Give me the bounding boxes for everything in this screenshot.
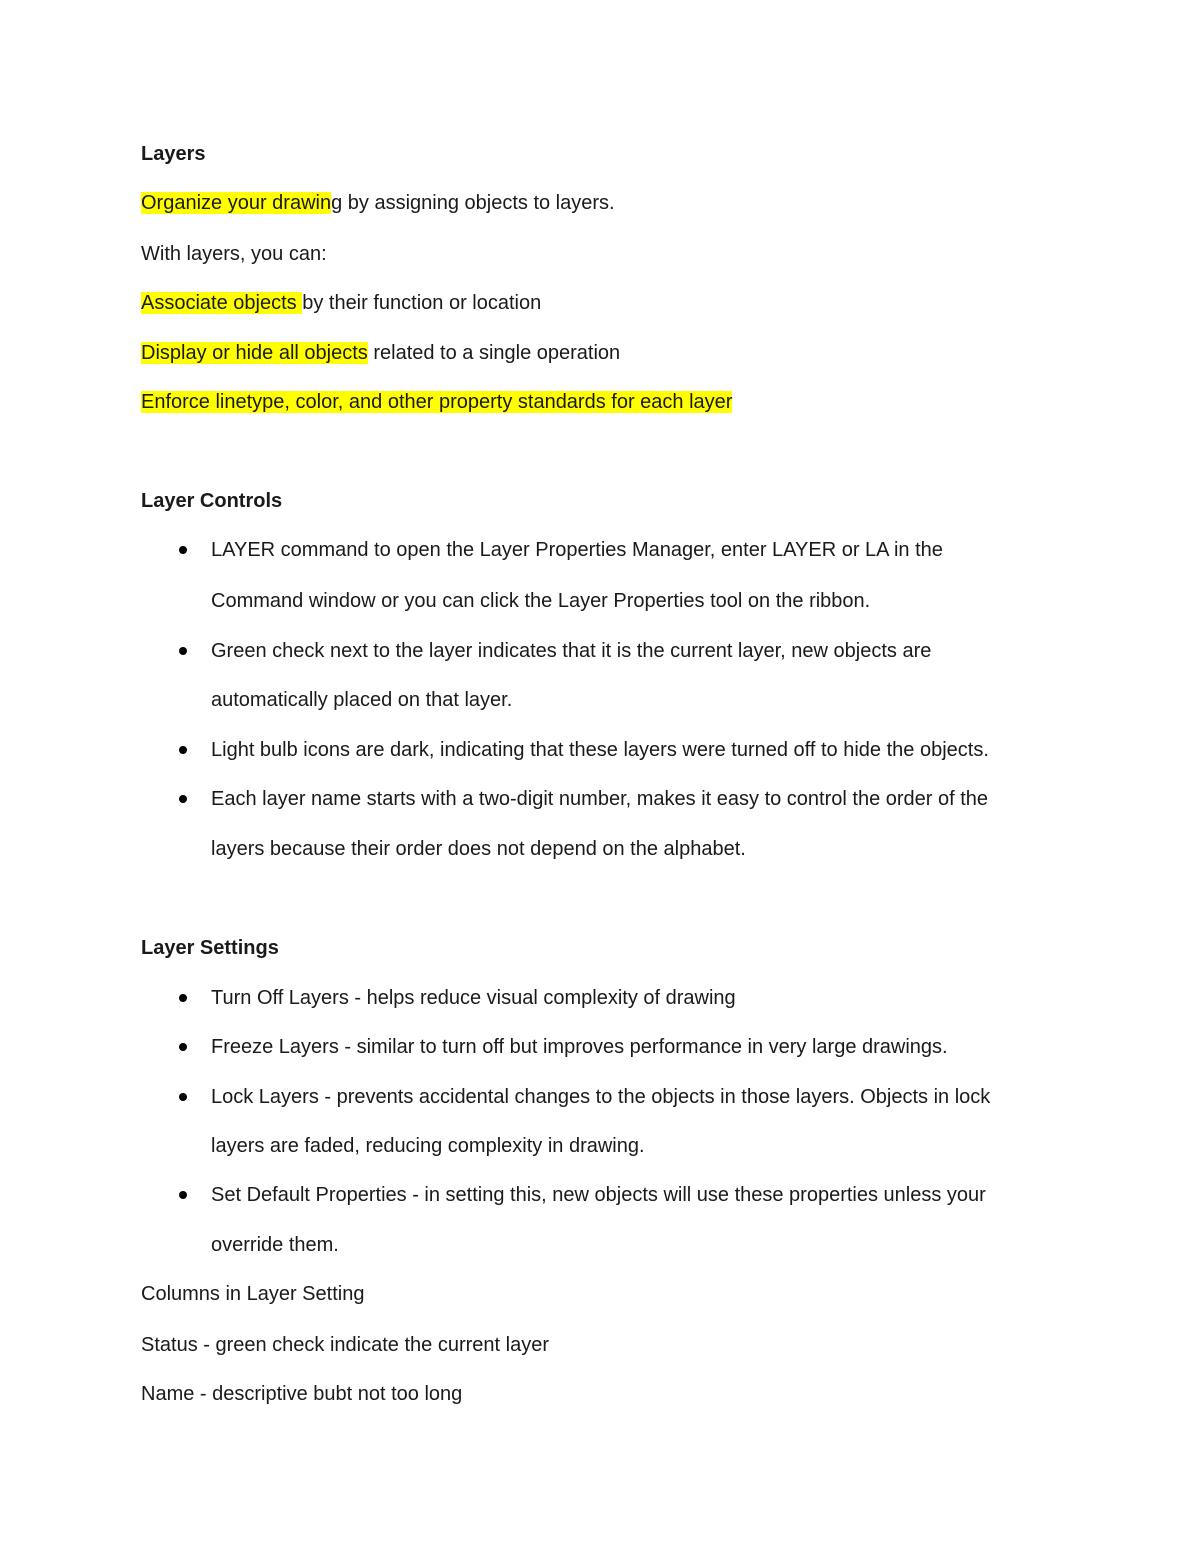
- bullet-icon: [179, 994, 187, 1002]
- list-item-text: LAYER command to open the Layer Properties Manager, enter LAYER or LA in the: [211, 539, 943, 561]
- bullet-icon: [179, 1191, 187, 1199]
- list-item-text: Turn Off Layers - helps reduce visual complexity of drawing: [211, 987, 736, 1009]
- heading-layer-settings: Layer Settings: [141, 937, 279, 959]
- bullet-icon: [179, 647, 187, 655]
- highlighted-text: Display or hide all objects: [141, 342, 368, 364]
- highlighted-text: Organize your drawin: [141, 192, 332, 214]
- plain-text: by their function or location: [302, 292, 542, 314]
- highlighted-text: Enforce linetype, color, and other property standards for each layer: [141, 391, 733, 413]
- heading-layers: Layers: [141, 143, 206, 165]
- paragraph-with-layers: With layers, you can:: [141, 243, 327, 265]
- paragraph-name: Name - descriptive bubt not too long: [141, 1383, 463, 1405]
- plain-text: g by assigning objects to layers.: [331, 192, 615, 214]
- list-item-text: override them.: [211, 1234, 339, 1256]
- bullet-icon: [179, 795, 187, 803]
- heading-layer-controls: Layer Controls: [141, 490, 283, 512]
- plain-text: related to a single operation: [367, 342, 621, 364]
- highlighted-text: Associate objects: [141, 292, 303, 314]
- list-item-text: layers because their order does not depend on the alphabet.: [211, 838, 746, 860]
- paragraph-organize: [141, 190, 615, 216]
- list-item-text: automatically placed on that layer.: [211, 689, 513, 711]
- bullet-icon: [179, 746, 187, 754]
- paragraph-display-hide: [141, 340, 620, 366]
- bullet-icon: [179, 1043, 187, 1051]
- list-item-text: Lock Layers - prevents accidental changes to the objects in those layers. Objects in lock: [211, 1086, 991, 1108]
- list-item-text: Green check next to the layer indicates that it is the current layer, new objects are: [211, 640, 932, 662]
- paragraph-enforce: [141, 389, 732, 415]
- paragraph-status: Status - green check indicate the current layer: [141, 1334, 549, 1356]
- list-item-text: Freeze Layers - similar to turn off but improves performance in very large drawings.: [211, 1036, 948, 1058]
- list-item-text: Light bulb icons are dark, indicating that these layers were turned off to hide the objects.: [211, 739, 989, 761]
- bullet-icon: [179, 546, 187, 554]
- list-item-text: layers are faded, reducing complexity in drawing.: [211, 1135, 645, 1157]
- paragraph-associate: [141, 290, 541, 316]
- list-item-text: Each layer name starts with a two-digit number, makes it easy to control the order of the: [211, 788, 989, 810]
- bullet-icon: [179, 1093, 187, 1101]
- paragraph-columns-title: Columns in Layer Setting: [141, 1283, 365, 1305]
- list-item-text: Command window or you can click the Layer Properties tool on the ribbon.: [211, 590, 871, 612]
- list-item-text: Set Default Properties - in setting this, new objects will use these properties unless your: [211, 1184, 986, 1206]
